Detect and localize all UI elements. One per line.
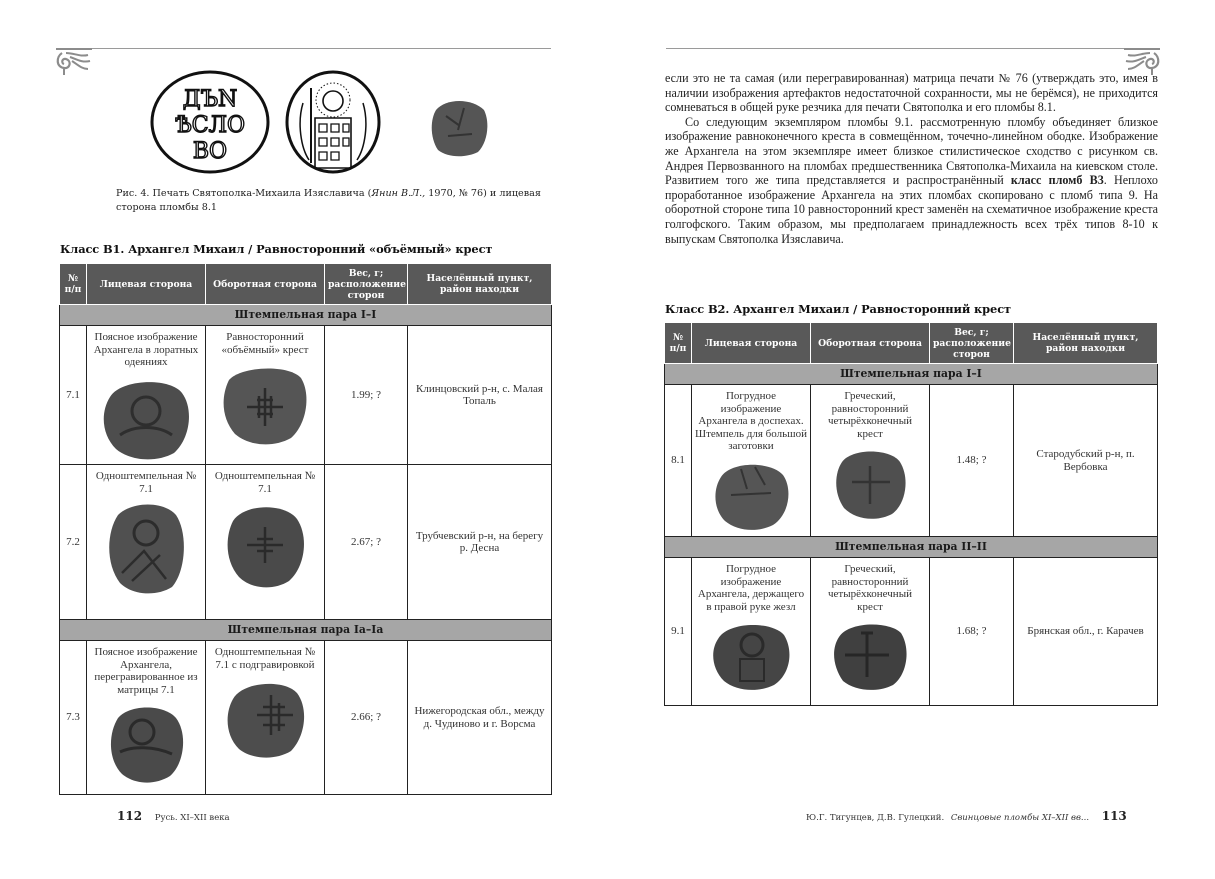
obverse-photo (100, 375, 192, 461)
class-b1-table (59, 263, 552, 795)
header-location: Населённый пункт, район находки (408, 264, 552, 305)
reverse-description: Одноштемпельная № 7.1 с подгравировкой (214, 646, 316, 671)
weight-cell: 1.68; ? (930, 558, 1014, 706)
footer-book-title: Свинцовые пломбы XI–XII вв... (950, 813, 1090, 823)
class-b2-title: Класс В2. Архангел Михаил / Равносторонний крест (665, 302, 1011, 316)
table-row (665, 558, 1158, 706)
die-pair-row (60, 620, 552, 641)
seal-number: 9.1 (665, 558, 692, 706)
header-location: Населённый пункт, район находки (1014, 323, 1158, 364)
reverse-photo (223, 677, 307, 759)
obverse-cell (87, 465, 206, 620)
header-rule (58, 48, 551, 49)
header-weight: Вес, г; расположение сторон (325, 264, 408, 305)
obverse-description: Погрудное изображение Архангела в доспехах. Штемпель для большой заготовки (695, 390, 807, 452)
class-b2-table (664, 322, 1158, 706)
weight-cell: 2.67; ? (325, 465, 408, 620)
obverse-photo (710, 619, 792, 691)
caption-author: Янин В.Л., (371, 188, 426, 199)
die-pair-label: Штемпельная пара I–I (60, 305, 552, 326)
header-reverse: Оборотная сторона (811, 323, 930, 364)
seal-drawing-archangel (283, 68, 383, 176)
body-text (665, 71, 1158, 246)
paragraph (665, 115, 1158, 246)
caption-prefix: Рис. 4. Печать Святополка-Михаила Изяславича ( (116, 188, 372, 199)
obverse-photo (106, 702, 186, 784)
obverse-description: Поясное изображение Архангела, перегравированное из матрицы 7.1 (94, 646, 198, 696)
reverse-cell (811, 558, 930, 706)
header-rule (666, 48, 1156, 49)
table-row (60, 641, 552, 795)
weight-cell: 2.66; ? (325, 641, 408, 795)
seal-drawing-inscription (148, 68, 273, 176)
reverse-photo (831, 619, 909, 691)
seal-number: 7.1 (60, 326, 87, 465)
table-row (60, 465, 552, 620)
weight-cell: 1.99; ? (325, 326, 408, 465)
seal-inscription-line-1: ДЪN (182, 87, 238, 112)
die-pair-row (665, 364, 1158, 385)
obverse-photo (711, 459, 791, 531)
seal-number: 8.1 (665, 385, 692, 537)
page-footer (117, 809, 230, 823)
table-header-row (665, 323, 1158, 364)
seal-inscription-line-2: ѢСЛО (175, 113, 245, 138)
header-reverse: Оборотная сторона (206, 264, 325, 305)
header-number: № п/п (665, 323, 692, 364)
reverse-photo (219, 362, 311, 448)
paragraph-text: Со следующим экземпляром пломбы 9.1. рассмотренную пломбу объединяет близкое изображение равноконечного креста в совмещённом, точечно-линейном ободке. Изображение же Архангела на этом экземпляре имеет близкое стилистическое сходство с рисунком св. Андрея Первозванного на пломбах предшественника Святополка-Михаила на киевском столе. Развитием того же типа представляется и распространённый (665, 114, 1158, 188)
header-obverse: Лицевая сторона (692, 323, 811, 364)
location-cell: Стародубский р-н, п. Вербовка (1014, 385, 1158, 537)
obverse-description: Поясное изображение Архангела в лоратных одеяниях (93, 331, 199, 368)
obverse-description: Погрудное изображение Архангела, держащего в правой руке жезл (697, 563, 805, 613)
reverse-cell (206, 641, 325, 795)
floral-ornament-icon (52, 43, 96, 77)
location-cell: Трубчевский р-н, на берегу р. Десна (408, 465, 552, 620)
figure-4 (148, 68, 548, 178)
bold-term: класс пломб В3 (1010, 173, 1104, 188)
footer-authors: Ю.Г. Тигунцев, Д.В. Гулецкий. (806, 813, 945, 823)
reverse-description: Греческий, равносторонний четырёхконечный крест (828, 390, 912, 440)
obverse-cell (692, 558, 811, 706)
die-pair-label: Штемпельная пара Ia–Ia (60, 620, 552, 641)
reverse-description: Равносторонний «объёмный» крест (221, 331, 309, 356)
seal-number: 7.3 (60, 641, 87, 795)
location-cell: Клинцовский р-н, с. Малая Топаль (408, 326, 552, 465)
page-footer (806, 809, 1127, 823)
table-header-row (60, 264, 552, 305)
class-b1-title: Класс В1. Архангел Михаил / Равносторонний «объёмный» крест (60, 242, 493, 256)
table-row (665, 385, 1158, 537)
reverse-cell (206, 326, 325, 465)
reverse-photo (223, 501, 307, 589)
obverse-cell (87, 326, 206, 465)
location-cell: Брянская обл., г. Карачев (1014, 558, 1158, 706)
die-pair-label: Штемпельная пара I–I (665, 364, 1158, 385)
reverse-photo (832, 446, 908, 522)
seal-photo-8-1 (428, 96, 490, 158)
reverse-description: Греческий, равносторонний четырёхконечный крест (828, 563, 912, 613)
weight-cell: 1.48; ? (930, 385, 1014, 537)
location-cell: Нижегородская обл., между д. Чудиново и г. Ворсма (408, 641, 552, 795)
right-page (608, 0, 1215, 879)
running-title: Русь. XI–XII века (154, 813, 230, 823)
figure-caption (116, 187, 556, 215)
header-number: № п/п (60, 264, 87, 305)
caption-suffix: 1970, № 76) и лицевая сторона пломбы 8.1 (116, 188, 541, 213)
header-weight: Вес, г; расположение сторон (930, 323, 1014, 364)
paragraph-text: . Неплохо проработанное изображение Архангела на этих пломбах скопировано с пломб типа 9. На оборотной стороне типа 10 равносторонний крест заменён на схематичное изображение креста голгофского. Таким образом, мы предполагаем принадлежность всех трёх типов 8-10 к выпускам Святополка Изяславича. (665, 173, 1158, 246)
obverse-cell (692, 385, 811, 537)
obverse-cell (87, 641, 206, 795)
obverse-description: Одноштемпельная № 7.1 (95, 470, 197, 495)
die-pair-label: Штемпельная пара II–II (665, 537, 1158, 558)
reverse-cell (206, 465, 325, 620)
header-obverse: Лицевая сторона (87, 264, 206, 305)
paragraph: если это не та самая (или перегравированная) матрица печати № 76 (утверждать это, имея в наличии изображения артефактов недостаточной сохранности, мы не берёмся), не приходится сомневаться в общей руке резчика для печати Святополка и его пломбы 8.1. (665, 71, 1158, 115)
page-number: 112 (117, 809, 143, 823)
die-pair-row (60, 305, 552, 326)
reverse-cell (811, 385, 930, 537)
die-pair-row (665, 537, 1158, 558)
page-number: 113 (1101, 809, 1127, 823)
seal-inscription-line-3: ВО (192, 139, 228, 164)
seal-number: 7.2 (60, 465, 87, 620)
left-page (0, 0, 607, 879)
reverse-description: Одноштемпельная № 7.1 (214, 470, 316, 495)
obverse-photo (104, 501, 188, 597)
table-row (60, 326, 552, 465)
